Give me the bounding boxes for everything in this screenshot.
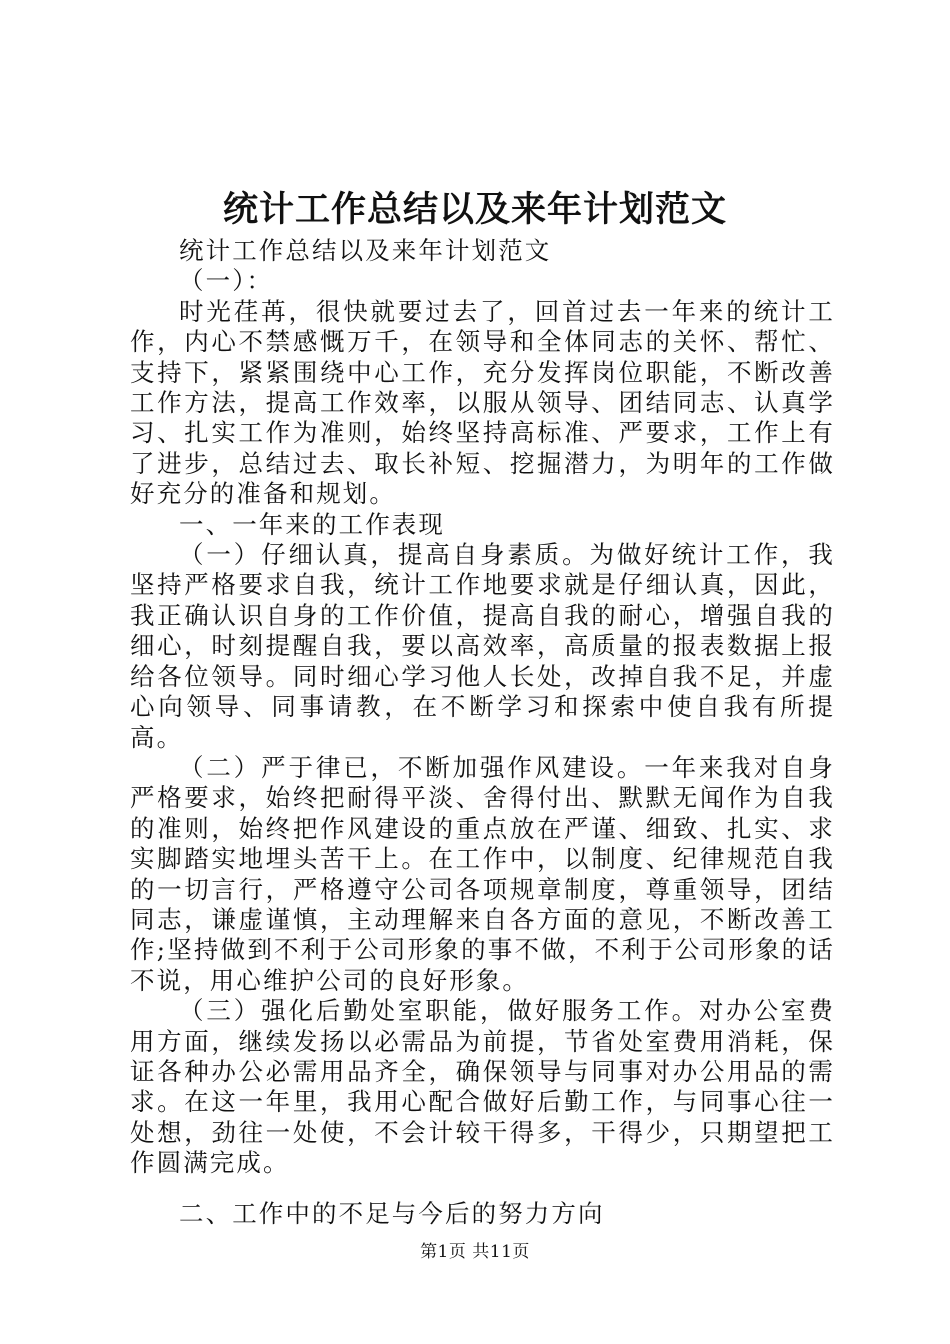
subtitle-paragraph: 统计工作总结以及来年计划范文 — [179, 236, 552, 265]
heading-shortcomings: 二、工作中的不足与今后的努力方向 — [179, 1198, 605, 1228]
document-title: 统计工作总结以及来年计划范文 — [222, 189, 727, 230]
page-footer: 第1页 共11页 — [420, 1242, 530, 1262]
paragraph-point-3: （三）强化后勤处室职能，做好服务工作。对办公室费用方面，继续发扬以必需品为前提，节省处室费用消耗，保证各种办公必需用品齐全，确保领导与同事对办公用品的需求。在这一年里，我用心配合做好后勤工作，与同事心往一处想，劲往一处使，不会计较干得多，干得少，只期望把工作圆满完成。 — [130, 996, 835, 1178]
paragraph-point-1: （一）仔细认真，提高自身素质。为做好统计工作，我坚持严格要求自我，统计工作地要求就是仔细认真，因此，我正确认识自身的工作价值，提高自我的耐心，增强自我的细心，时刻提醒自我，要以高效率，高质量的报表数据上报给各位领导。同时细心学习他人长处，改掉自我不足，并虚心向领导、同事请教，在不断学习和探索中使自我有所提高。 — [130, 540, 835, 752]
intro-paragraph: 时光荏苒，很快就要过去了，回首过去一年来的统计工作，内心不禁感慨万千，在领导和全体同志的关怀、帮忙、支持下，紧紧围绕中心工作，充分发挥岗位职能，不断改善工作方法，提高工作效率，以服从领导、团结同志、认真学习、扎实工作为准则，始终坚持高标准、严要求，工作上有了进步，总结过去、取长补短、挖掘潜力，为明年的工作做好充分的准备和规划。 — [130, 296, 835, 509]
document-body — [130, 236, 835, 1229]
section-marker-paragraph: （一）： — [179, 266, 274, 296]
heading-work-performance: 一、一年来的工作表现 — [179, 509, 445, 539]
paragraph-point-2: （二）严于律已，不断加强作风建设。一年来我对自身严格要求，始终把耐得平淡、舍得付出、默默无闻作为自我的准则，始终把作风建设的重点放在严谨、细致、扎实、求实脚踏实地埋头苦干上。在工作中，以制度、纪律规范自我的一切言行，严格遵守公司各项规章制度，尊重领导，团结同志，谦虚谨慎，主动理解来自各方面的意见，不断改善工作;坚持做到不利于公司形象的事不做，不利于公司形象的话不说，用心维护公司的良好形象。 — [130, 752, 835, 995]
